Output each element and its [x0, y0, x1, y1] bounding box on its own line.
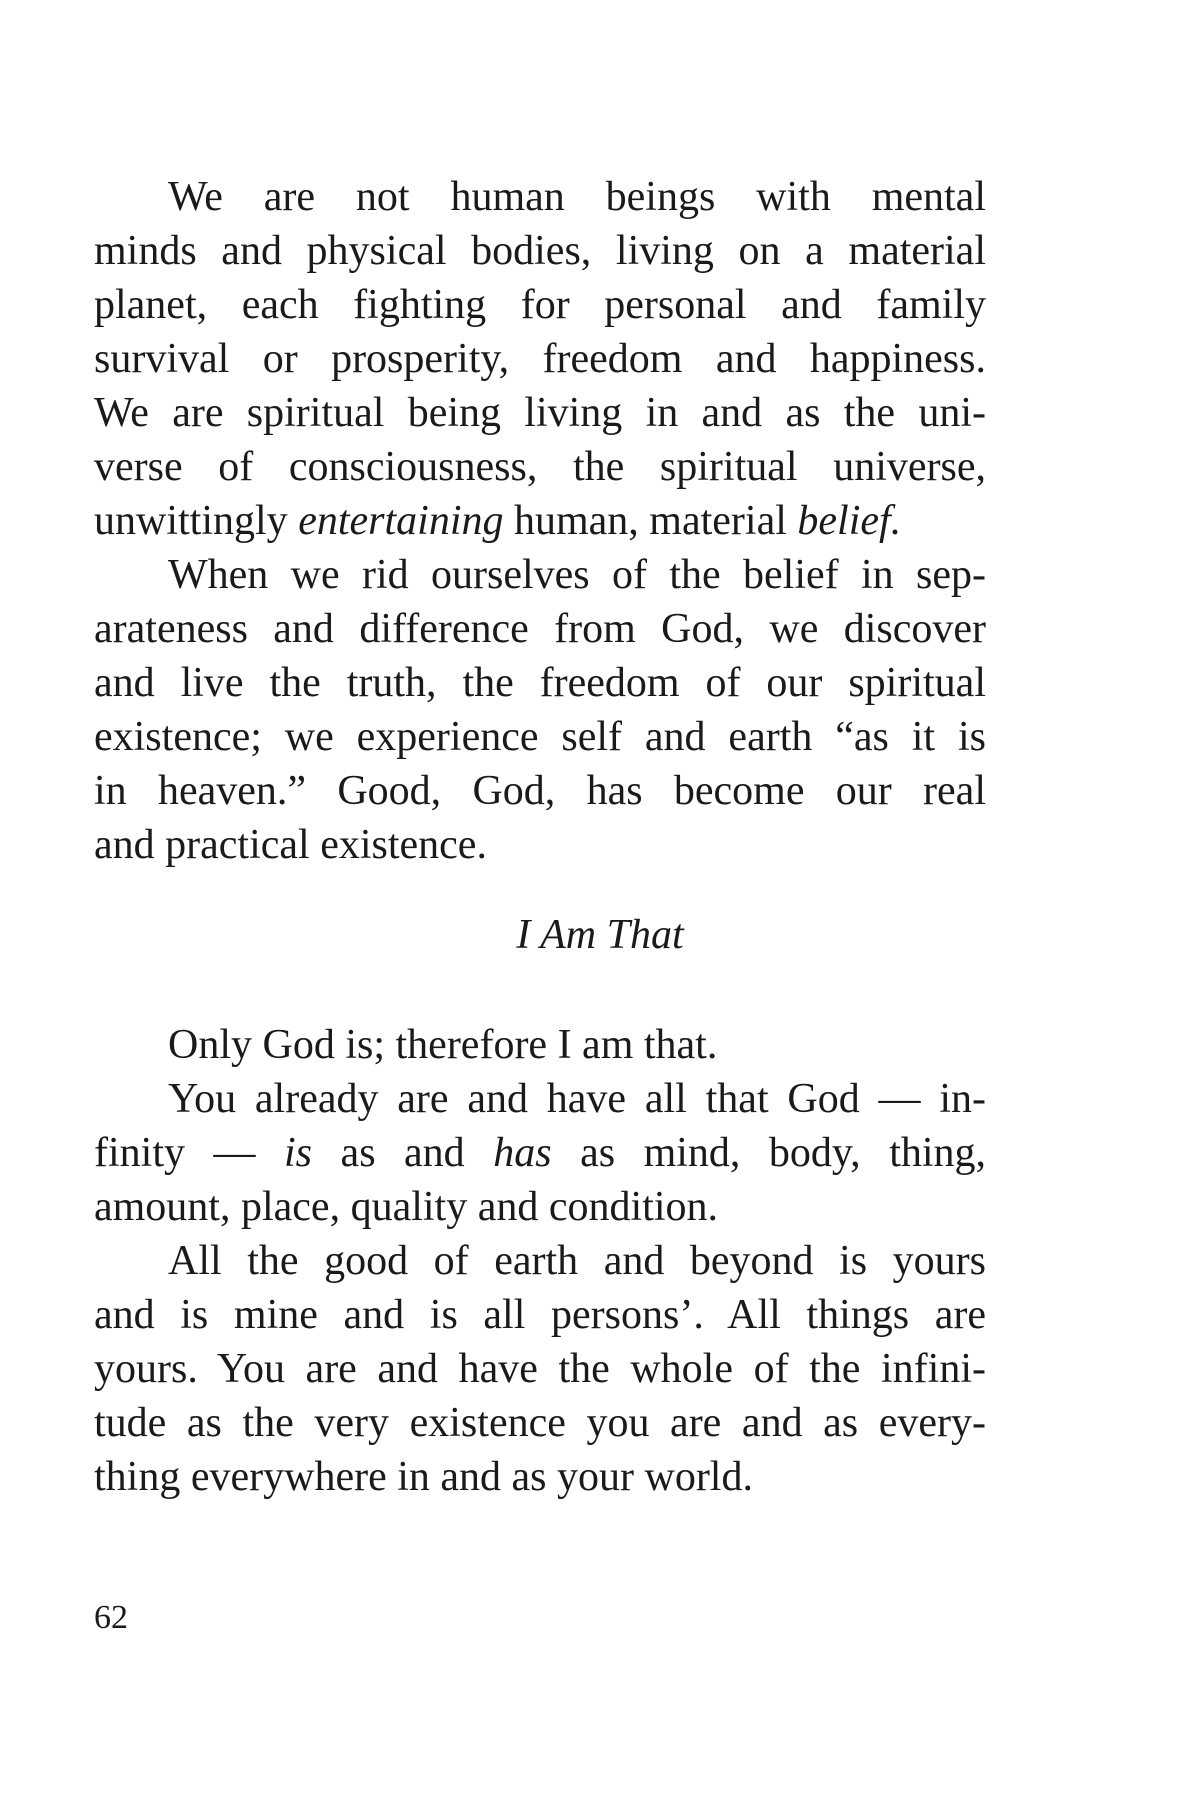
text-line: [94, 494, 986, 548]
text-line: Only God is; therefore I am that.: [168, 1022, 718, 1068]
body-text-section-2: [94, 1018, 986, 1504]
text-line: and live the truth, the freedom of our spiritual: [94, 660, 986, 706]
text-line: existence; we experience self and earth “as it is: [94, 714, 986, 760]
text-line: thing everywhere in and as your world.: [94, 1454, 753, 1500]
text-line: in heaven.” Good, God, has become our real: [94, 768, 986, 814]
text-line: tude as the very existence you are and as every-: [94, 1400, 986, 1446]
italic-run: entertaining: [298, 498, 504, 544]
text-line: verse of consciousness, the spiritual universe,: [94, 444, 986, 490]
text-line: We are not human beings with mental: [168, 174, 986, 220]
text-line: [94, 1126, 986, 1180]
text-line: survival or prosperity, freedom and happiness.: [94, 336, 986, 382]
section-heading: I Am That: [516, 912, 684, 958]
text-line: When we rid ourselves of the belief in sep-: [168, 552, 986, 598]
italic-run: has: [493, 1130, 552, 1176]
text-line: yours. You are and have the whole of the infini-: [94, 1346, 986, 1392]
text-run: human, material: [514, 498, 787, 544]
body-text-section-1: [94, 170, 986, 872]
text-line: amount, place, quality and condition.: [94, 1184, 719, 1230]
text-line: minds and physical bodies, living on a material: [94, 228, 986, 274]
text-line: and is mine and is all persons’. All things are: [94, 1292, 986, 1338]
page-number: 62: [94, 1599, 128, 1636]
italic-run: is: [284, 1130, 313, 1176]
text-line: You already are and have all that God — in-: [168, 1076, 986, 1122]
text-line: All the good of earth and beyond is yours: [168, 1238, 986, 1284]
text-line: We are spiritual being living in and as the uni-: [94, 390, 986, 436]
text-line: arateness and difference from God, we discover: [94, 606, 986, 652]
text-run: as and: [340, 1130, 465, 1176]
italic-run: belief.: [797, 498, 902, 544]
text-run: finity —: [94, 1130, 256, 1176]
text-line: and practical existence.: [94, 822, 487, 868]
text-run: unwittingly: [94, 498, 288, 544]
text-run: as mind, body, thing,: [580, 1130, 987, 1176]
text-line: planet, each fighting for personal and family: [94, 282, 986, 328]
